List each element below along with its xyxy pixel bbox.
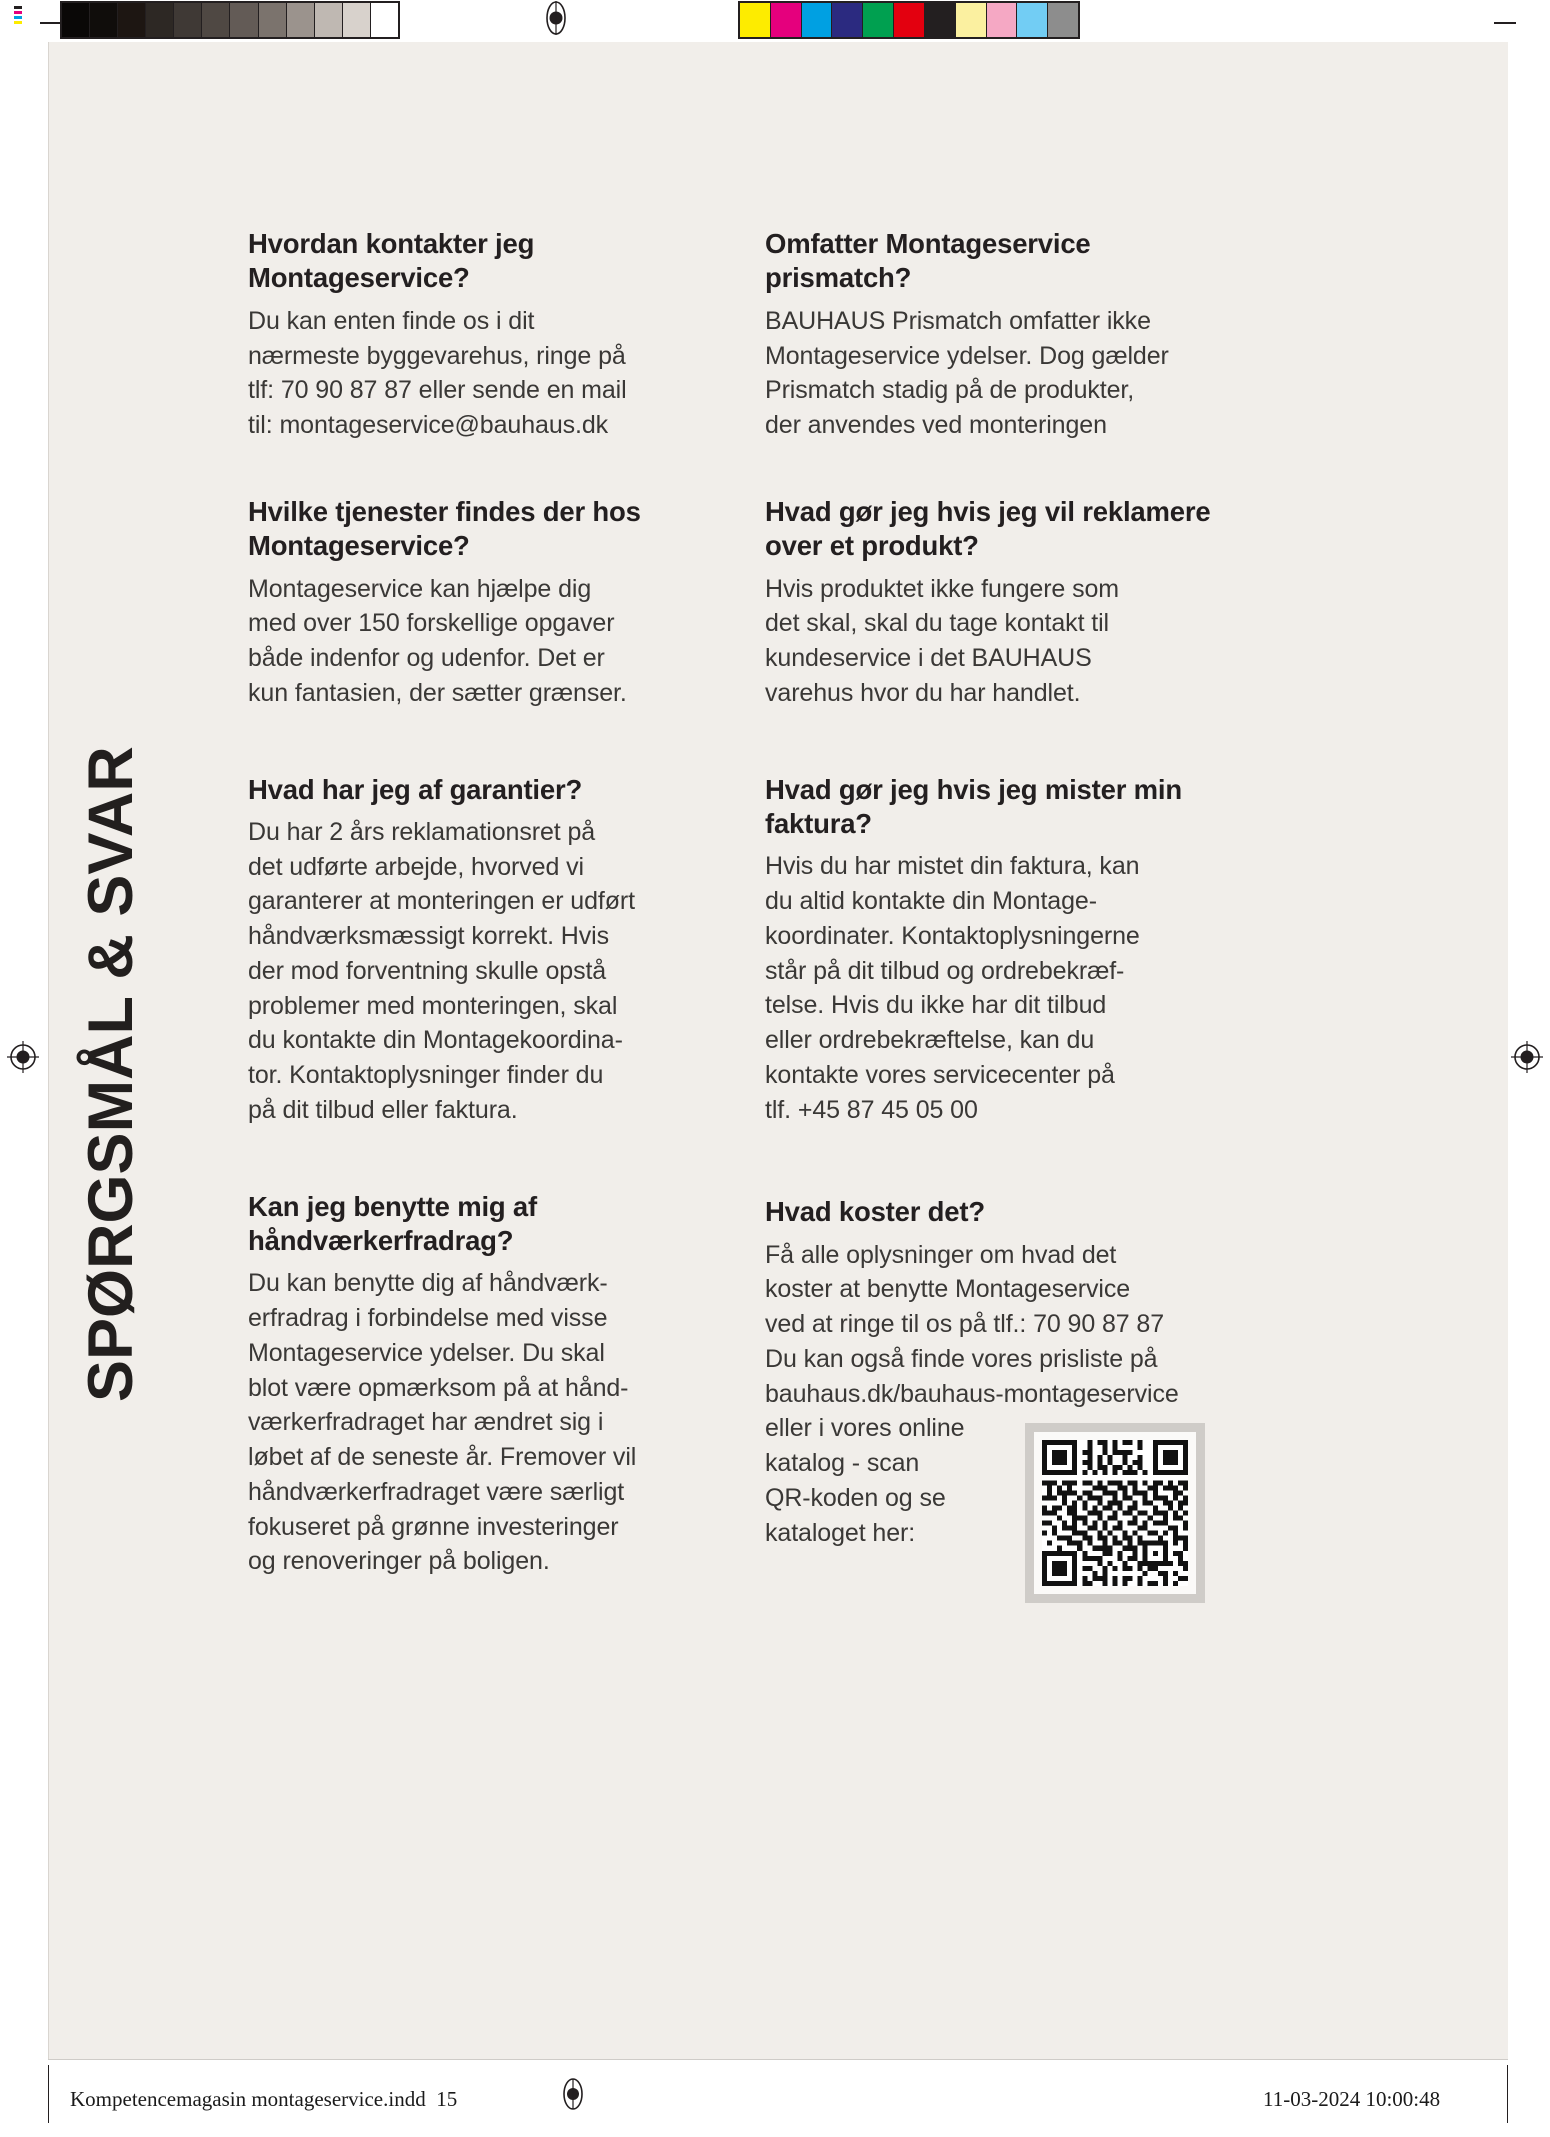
footer-page-number: 15: [436, 2087, 458, 2111]
faq-item-garantier: [248, 773, 703, 1128]
faq-body: BAUHAUS Prismatch omfatter ikke Montageservice ydelser. Dog gælder Prismatch stadig på de produkter, der anvendes ved monteringen: [765, 306, 1169, 439]
faq-heading: Kan jeg benytte mig af håndværkerfradrag?: [248, 1190, 537, 1256]
footer-tick-left: [48, 2065, 49, 2123]
registration-mark-bottom: [556, 2077, 590, 2111]
faq-heading: Hvilke tjenester findes der hos Montageservice?: [248, 495, 641, 562]
faq-heading: Omfatter Montageservice prismatch?: [765, 228, 1091, 294]
faq-item-hvad-koster: [765, 1195, 1220, 1603]
footer-filename: Kompetencemagasin montageservice.indd 15: [70, 2087, 458, 2111]
page-left-rule: [48, 42, 49, 2059]
faq-heading: Hvordan kontakter jeg Montageservice?: [248, 228, 535, 294]
qr-block: [765, 1411, 1220, 1603]
faq-heading: Hvad gør jeg hvis jeg mister min faktura?: [765, 773, 1182, 839]
qr-code[interactable]: [1025, 1423, 1205, 1603]
faq-body: Montageservice kan hjælpe dig med over 150 forskellige opgaver både indenfor og udenfor. Det er kun fantasien, der sætter grænser.: [248, 574, 627, 707]
qr-instruction-text: eller i vores online katalog - scan QR-koden og se kataloget her:: [765, 1414, 965, 1547]
faq-body: Hvis du har mistet din faktura, kan du altid kontakte din Montage- koordinater. Kontaktoplysningerne står på dit tilbud og ordrebekræf- telse. Hvis du ikke har dit tilbud eller ordrebekræftelse, kan du kontakte vores servicecenter på tlf. +45 87 45 05 00: [765, 852, 1140, 1124]
faq-columns: [248, 227, 1408, 1603]
grayscale-calibration-bar: [60, 1, 400, 39]
faq-heading: Hvad har jeg af garantier?: [248, 773, 583, 805]
faq-body: Du kan enten finde os i dit nærmeste byggevarehus, ringe på tlf: 70 90 87 87 eller sende en mail til: montageservice@bauhaus.dk: [248, 306, 627, 439]
faq-heading: Hvad koster det?: [765, 1196, 985, 1228]
faq-item-mister-faktura: [765, 773, 1220, 1128]
footer-tick-right: [1507, 2065, 1508, 2123]
section-title-text: SPØRGSMÅL & SVAR: [76, 746, 146, 1402]
registration-mark-top: [539, 1, 573, 35]
footer-rule: [48, 2059, 1508, 2060]
qr-code-image: [1034, 1432, 1196, 1594]
right-column: [765, 227, 1220, 1603]
prepress-tiny-marks: [14, 6, 28, 32]
faq-item-prismatch: [765, 227, 1220, 443]
faq-body: Hvis produktet ikke fungere som det skal, skal du tage kontakt til kundeservice i det BAUHAUS varehus hvor du har handlet.: [765, 574, 1120, 707]
section-title-vertical: [76, 702, 243, 1402]
page-sheet: [48, 42, 1508, 2059]
faq-heading: Hvad gør jeg hvis jeg vil reklamere over et produkt?: [765, 495, 1211, 562]
page-footer: [0, 2059, 1550, 2137]
faq-item-hvordan-kontakter: [248, 227, 703, 443]
registration-mark-left: [6, 1040, 40, 1074]
faq-body: Få alle oplysninger om hvad det koster at benytte Montageservice ved at ringe til os på tlf.: 70 90 87 87 Du kan også finde vores prisliste på bauhaus.dk/bauhaus-montageservice: [765, 1240, 1179, 1408]
color-calibration-bar: [738, 1, 1080, 39]
left-column: [248, 227, 703, 1603]
faq-body: Du har 2 års reklamationsret på det udførte arbejde, hvorved vi garanterer at monteringen er udført håndværksmæssigt korrekt. Hvis der mod forventning skulle opstå problemer med monteringen, skal du kontakte din Montagekoordina- tor. Kontaktoplysninger finder du på dit tilbud eller faktura.: [248, 817, 635, 1124]
faq-item-haandvaerkerfradrag: [248, 1190, 703, 1580]
crop-mark-top-left: [40, 22, 62, 24]
faq-item-reklamere: [765, 495, 1220, 711]
faq-body: Du kan benytte dig af håndværk- erfradrag i forbindelse med visse Montageservice ydelser. Du skal blot være opmærksom på at hånd- værkerfradraget har ændret sig i løbet af de seneste år. Fremover vil håndværkerfradraget være særligt fokuseret på grønne investeringer og renoveringer på boligen.: [248, 1269, 637, 1576]
faq-item-hvilke-tjenester: [248, 495, 703, 711]
crop-mark-top-right: [1494, 22, 1516, 24]
footer-timestamp: 11-03-2024 10:00:48: [1263, 2087, 1441, 2111]
prepress-top-strip: [0, 0, 1550, 42]
registration-mark-right: [1510, 1040, 1544, 1074]
